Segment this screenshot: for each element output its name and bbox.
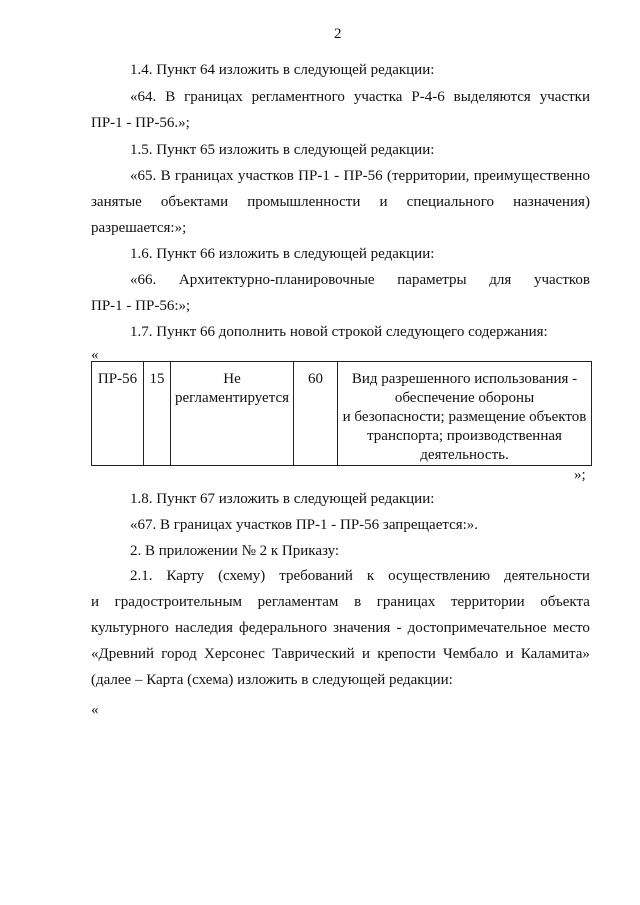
word: «65. bbox=[130, 168, 157, 184]
word: границах bbox=[174, 168, 234, 184]
not-regulated-cell: Не регламентируется bbox=[171, 362, 294, 466]
paragraph-65-line-3: разрешается:»; bbox=[91, 220, 187, 236]
word: границах bbox=[376, 594, 436, 610]
word: Архитектурно-планировочные bbox=[178, 272, 375, 288]
permitted-use-cell: Вид разрешенного использования - обеспечение обороны и безопасности; размещение объектов транспорта; производственная деятельность. bbox=[338, 362, 592, 466]
word: Херсонес bbox=[203, 646, 265, 662]
table-row bbox=[92, 362, 592, 466]
zone-parameters-table bbox=[91, 361, 592, 465]
word: значения bbox=[333, 620, 391, 636]
open-quote: « bbox=[91, 347, 99, 363]
paragraph-1-4: 1.4. Пункт 64 изложить в следующей редакции: bbox=[130, 62, 435, 78]
word: город bbox=[161, 646, 197, 662]
paragraph-1-5: 1.5. Пункт 65 изложить в следующей редакции: bbox=[130, 142, 435, 158]
word: В bbox=[165, 89, 176, 105]
paragraph-1-6: 1.6. Пункт 66 изложить в следующей редакции: bbox=[130, 246, 435, 262]
paragraph-67: «67. В границах участков ПР-1 - ПР-56 запрещается:». bbox=[130, 517, 479, 533]
word: осуществлению bbox=[388, 568, 491, 584]
word: промышленности bbox=[247, 194, 361, 210]
percent-cell: 60 bbox=[294, 362, 338, 466]
word: деятельности bbox=[504, 568, 590, 584]
word: регламентам bbox=[257, 594, 339, 610]
word: - bbox=[396, 620, 402, 636]
word: к bbox=[366, 568, 375, 584]
word: и bbox=[379, 194, 388, 210]
word: для bbox=[489, 272, 512, 288]
word: объекта bbox=[540, 594, 590, 610]
word: крепости bbox=[377, 646, 436, 662]
paragraph-65-line-2 bbox=[91, 193, 590, 211]
word: и bbox=[361, 646, 370, 662]
paragraph-2: 2. В приложении № 2 к Приказу: bbox=[130, 543, 340, 559]
word: специального bbox=[406, 194, 494, 210]
word: 2.1. bbox=[130, 568, 153, 584]
word: наследия bbox=[175, 620, 233, 636]
word: регламентного bbox=[251, 89, 345, 105]
word: участки bbox=[539, 89, 590, 105]
paragraph-64-line-1 bbox=[130, 88, 590, 106]
paragraph-64-line-2: ПР-1 - ПР-56.»; bbox=[91, 115, 190, 131]
word: федерального bbox=[239, 620, 327, 636]
paragraph-2-1-line-5: (далее – Карта (схема) изложить в следующей редакции: bbox=[91, 672, 453, 688]
word: Чембало bbox=[443, 646, 499, 662]
word: границах bbox=[184, 89, 243, 105]
word: параметры bbox=[397, 272, 467, 288]
word: и bbox=[505, 646, 514, 662]
paragraph-2-1-line-4 bbox=[91, 645, 590, 663]
zone-cell: ПР-56 bbox=[92, 362, 144, 466]
paragraph-2-1-line-2 bbox=[91, 593, 590, 611]
word: участка bbox=[353, 89, 403, 105]
word: ПР-1 bbox=[298, 168, 330, 184]
word: культурного bbox=[91, 620, 169, 636]
close-quote: »; bbox=[574, 467, 586, 483]
word: Каламита» bbox=[520, 646, 590, 662]
word: участков bbox=[533, 272, 590, 288]
open-quote-map: « bbox=[91, 702, 99, 718]
word: и bbox=[91, 594, 100, 610]
word: Таврический bbox=[272, 646, 355, 662]
word: территории bbox=[450, 594, 525, 610]
word: - bbox=[334, 168, 340, 184]
word: ПР-56 bbox=[343, 168, 383, 184]
paragraph-1-7: 1.7. Пункт 66 дополнить новой строкой следующего содержания: bbox=[130, 324, 548, 340]
word: назначения) bbox=[513, 194, 590, 210]
paragraph-65-line-1 bbox=[130, 167, 590, 185]
word: выделяются bbox=[453, 89, 531, 105]
paragraph-2-1-line-1 bbox=[130, 567, 590, 585]
word: Карту bbox=[166, 568, 205, 584]
word: участков bbox=[237, 168, 294, 184]
paragraph-2-1-line-3 bbox=[91, 619, 590, 637]
word: место bbox=[552, 620, 590, 636]
paragraph-1-8: 1.8. Пункт 67 изложить в следующей редакции: bbox=[130, 491, 435, 507]
word: требований bbox=[279, 568, 353, 584]
page-number: 2 bbox=[334, 26, 342, 42]
word: «66. bbox=[130, 272, 157, 288]
word: в bbox=[354, 594, 362, 610]
word: «Древний bbox=[91, 646, 155, 662]
word: градостроительным bbox=[114, 594, 243, 610]
paragraph-66-line-1 bbox=[130, 271, 590, 289]
word: (территории, bbox=[387, 168, 470, 184]
word: достопримечательное bbox=[407, 620, 547, 636]
word: объектами bbox=[160, 194, 229, 210]
word: занятые bbox=[91, 194, 142, 210]
word: «64. bbox=[130, 89, 157, 105]
word: (схему) bbox=[218, 568, 266, 584]
word: В bbox=[160, 168, 171, 184]
word: Р-4-6 bbox=[411, 89, 445, 105]
word: преимущественно bbox=[473, 168, 590, 184]
paragraph-66-line-2: ПР-1 - ПР-56:»; bbox=[91, 298, 191, 314]
value-cell: 15 bbox=[144, 362, 171, 466]
